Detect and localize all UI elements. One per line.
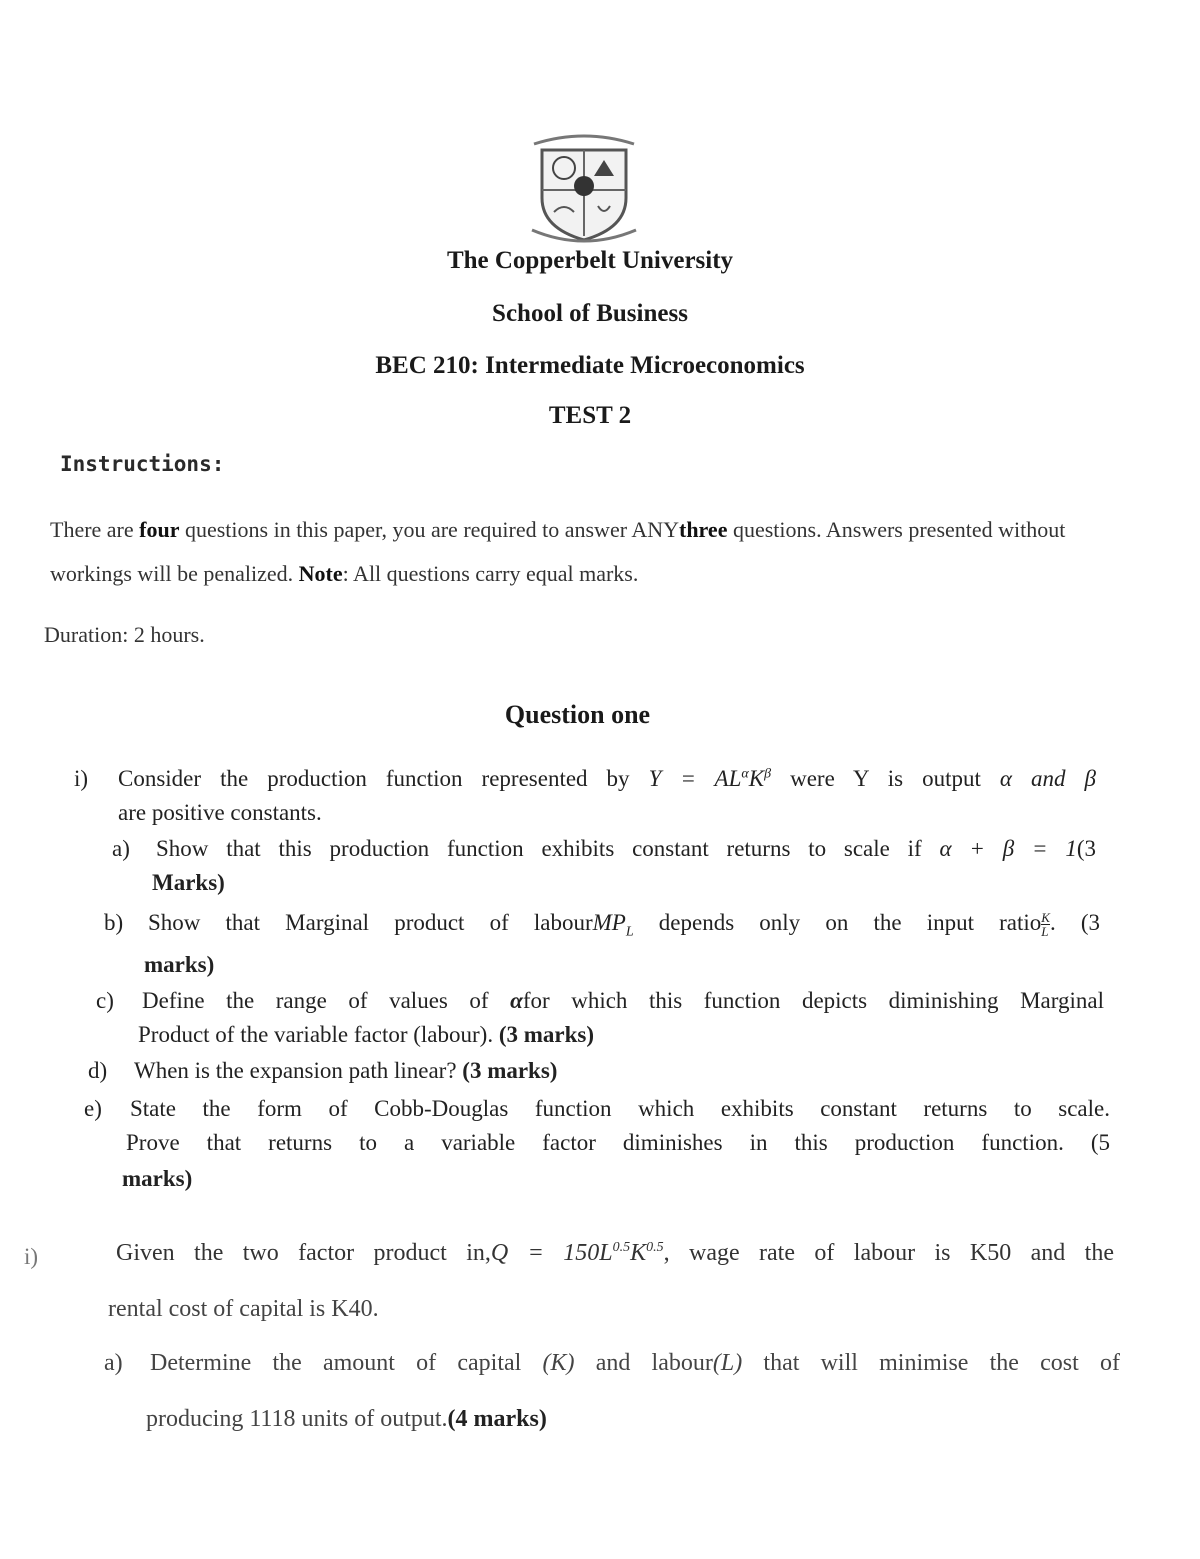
ratio-denominator: L (1041, 924, 1049, 940)
part-ii-a-line-2 (146, 1406, 547, 1433)
alpha-beta-text: α and β (999, 766, 1096, 791)
university-name: The Copperbelt University (446, 247, 734, 274)
duration-text: Duration: 2 hours. (44, 622, 205, 647)
item-a-label: a) (112, 836, 130, 861)
school-name: School of Business (492, 300, 688, 327)
item-c-line-2 (138, 1022, 594, 1048)
part-ii-number: i) (24, 1244, 39, 1269)
item-c-body: Define the range of values of (142, 988, 511, 1013)
university-crest-logo (528, 128, 640, 246)
formula-sup: 0.5 (612, 1240, 631, 1255)
formula-sup: α (741, 766, 749, 782)
instructions-text: : All questions carry equal marks. (342, 561, 639, 586)
part-ii-a-text: and labour (574, 1350, 713, 1376)
part-ii-a-text: Determine the amount of capital (150, 1350, 543, 1376)
item-c-line-1 (142, 988, 1104, 1014)
item-b-marks: . (3 (1049, 910, 1100, 935)
part-i-line-1 (118, 766, 1096, 792)
item-b-label: b) (104, 910, 124, 935)
formula-text: K (748, 766, 765, 791)
item-e-label: e) (84, 1096, 102, 1121)
ratio-numerator: K (1041, 910, 1050, 926)
instructions-text: questions in this paper, you are required to answer ANY (179, 517, 679, 542)
course-title: BEC 210: Intermediate Microeconomics (375, 352, 805, 379)
item-b-body: depends only on the input ratio (633, 910, 1042, 935)
item-e-line-2: Prove that returns to a variable factor diminishes in this production function. (5 (126, 1130, 1110, 1155)
formula-text: Q = 150L (490, 1240, 613, 1266)
item-a-marks-cont: Marks) (152, 870, 225, 895)
item-b-body: Show that Marginal product of labour (148, 910, 593, 935)
part-ii-a-marks: (4 marks) (447, 1406, 547, 1432)
part-i-text: were Y is output (771, 766, 1000, 791)
item-a-body: Show that this production function exhibits constant returns to scale if (156, 836, 940, 861)
instructions-paragraph (50, 508, 1090, 596)
test-title: TEST 2 (548, 402, 632, 429)
part-ii-text: , wage rate of labour is K50 and the (663, 1240, 1114, 1266)
item-b-text (148, 910, 1100, 941)
part-i-text: Consider the production function represented by (118, 766, 649, 791)
part-ii-a-label: a) (104, 1350, 123, 1376)
item-a-marks: (3 (1076, 836, 1096, 861)
formula-text: K (630, 1240, 647, 1266)
item-d-text (134, 1058, 557, 1084)
item-d-label: d) (88, 1058, 108, 1083)
instructions-text: There are (50, 517, 140, 542)
instructions-bold: four (139, 517, 180, 542)
capital-symbol: (K) (542, 1350, 575, 1376)
part-ii-a-line-1 (150, 1350, 1120, 1377)
item-c-label: c) (96, 988, 114, 1013)
part-ii-text: Given the two factor product in, (116, 1240, 491, 1266)
note-label: Note (298, 561, 343, 586)
part-ii-line-2: rental cost of capital is K40. (108, 1296, 379, 1322)
instructions-label: Instructions: (60, 452, 225, 476)
item-c-body: for which this function depicts diminishing Marginal (522, 988, 1104, 1013)
item-e-line-1: State the form of Cobb-Douglas function which exhibits constant returns to scale. (130, 1096, 1110, 1121)
mp-sub: L (625, 924, 634, 940)
part-ii-a-text: that will minimise the cost of (742, 1350, 1121, 1376)
input-ratio-fraction (1041, 911, 1050, 938)
part-i-number: i) (74, 766, 89, 791)
part-i-line-2: are positive constants. (118, 800, 322, 825)
item-a-text (156, 836, 1096, 862)
formula-text: Y = AL (648, 766, 742, 791)
item-b-marks-cont: marks) (144, 952, 215, 977)
formula-sup: 0.5 (646, 1240, 664, 1255)
instructions-bold: three (679, 517, 728, 542)
item-a-formula: α + β = 1 (939, 836, 1077, 861)
mp-l-term (592, 910, 634, 940)
mp-text: MP (592, 910, 626, 935)
item-c-alpha: α (510, 988, 523, 1013)
production-function (649, 766, 771, 791)
item-d-marks: (3 marks) (462, 1058, 558, 1083)
labour-symbol: (L) (712, 1350, 743, 1376)
question-one-title: Question one (504, 700, 651, 729)
item-c-body: Product of the variable factor (labour). (138, 1022, 499, 1047)
instructions-text: questions. Answers presented without workings will be penalized. (50, 517, 1066, 586)
q-production-function (491, 1240, 664, 1266)
item-d-body: When is the expansion path linear? (134, 1058, 463, 1083)
item-e-marks: marks) (122, 1166, 193, 1191)
formula-sup: β (764, 766, 772, 782)
part-ii-line-1 (116, 1240, 1114, 1267)
item-c-marks: (3 marks) (498, 1022, 595, 1047)
part-ii-a-text: producing 1118 units of output. (146, 1406, 448, 1432)
